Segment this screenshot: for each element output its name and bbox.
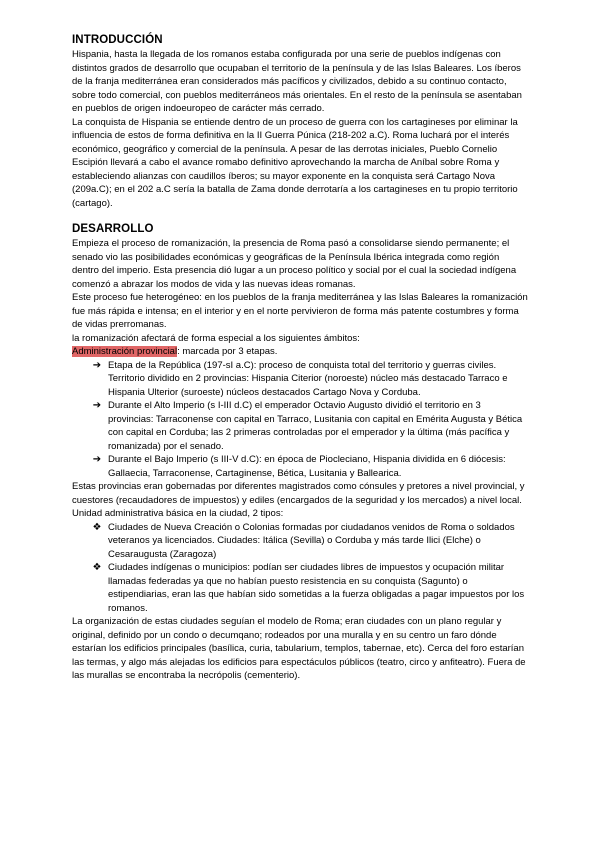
heading-introduccion: INTRODUCCIÓN <box>72 34 163 46</box>
highlighted-term: Administración provincial <box>72 346 178 357</box>
intro-paragraph-1: Hispania, hasta la llegada de los romanos estaba configurada por una serie de pueblos indígenas con distintos grados de desarrollo que ocupaban el territorio de la península y de las Islas Baleares. Los íberos de la franja mediterránea eran considerados más pacíficos y civilizados, debido a su continuo contacto, sobre todo comercial, con pueblos mediterráneos más orientales. En el resto de la península se asentaban en pueblos de origen indoeuropeo de carácter más cerrado. <box>72 49 522 114</box>
desarrollo-paragraph-2: Este proceso fue heterogéneo: en los pueblos de la franja mediterránea y las Islas Baleares la romanización fue más rápida e intensa; en el interior y en el norte pervivieron de forma más patente costumbres y forma de vidas prerromanas. <box>72 292 528 330</box>
arrow-bullet-icon: ➔ <box>92 359 102 371</box>
list-item-text: Ciudades de Nueva Creación o Colonias formadas por ciudadanos venidos de Roma o soldados veteranos ya licenciados. Ciudades: Itálica (Sevilla) o Corduba y más tarde Ilici (Elche) o Cesaraugusta (Zaragoza) <box>108 521 515 560</box>
list-item-text: Durante el Bajo Imperio (s III-V d.C): en época de Piocleciano, Hispania dividida en 6 diócesis: Gallaecia, Tarraconense, Cartaginense, Bética, Lusitania y Ballearica. <box>108 454 506 479</box>
list-item <box>92 521 528 562</box>
desarrollo-paragraph-1: Empieza el proceso de romanización, la presencia de Roma pasó a consolidarse siendo permanente; el senado vio las posibilidades económicas y geográficas de la Península Ibérica integrada como región dentro del imperio. Esta presencia dió lugar a un proceso político y social por el cual la sociedad indígena comenzó a abrazar los modos de vida y las nuevas ideas romanas. <box>72 238 517 290</box>
desarrollo-paragraph-3: la romanización afectará de forma especial a los siguientes ámbitos: <box>72 332 360 344</box>
etapas-list <box>72 359 528 481</box>
list-item <box>92 561 528 615</box>
list-item <box>92 359 528 400</box>
desarrollo-paragraph-4: Estas provincias eran gobernadas por diferentes magistrados como cónsules y pretores a nivel provincial, y cuestores (recaudadores de impuestos) y ediles (encargados de la seguridad y los mercados) a nivel local. <box>72 481 525 506</box>
ciudades-list <box>72 521 528 616</box>
desarrollo-paragraph-5: Unidad administrativa básica en la ciudad, 2 tipos: <box>72 508 284 519</box>
intro-paragraph-2: La conquista de Hispania se entiende dentro de un proceso de guerra con los cartagineses por eliminar la influencia de estos de forma definitiva en la II Guerra Púnica (218-202 a.C). Roma luchará por el interés económico, geográfico y comercial de la península. A pesar de las derrotas iniciales, Pueblo Cornelio Escipión llevará a cabo el avance romabo definitivo aprovechando la marcha de Aníbal sobre Roma y estableciendo alianzas con caudillos íberos; su mayor exponente en la conquista será Cartago Nova (209a.C); en el 202 a.C sería la batalla de Zama donde derrotaría a los cartagineses en tu propio territorio (cartago). <box>72 116 518 209</box>
heading-desarrollo: DESARROLLO <box>72 223 154 235</box>
desarrollo-paragraph-6: La organización de estas ciudades seguían el modelo de Roma; eran ciudades con un plano regular y original, definido por un condo o decumqano; rodeados por una muralla y en su centro un faro dónde estarían los edificios principales (basílica, curia, tabularium, templos, tabernae, etc). Cerca del foro estarían las termas, y algo más alejadas los edificios para espectáculos públicos (teatro, circo y anfiteatro). Fuera de las murallas se encontraba la necrópolis (cementerio). <box>72 616 526 681</box>
admin-provincial-line <box>72 345 528 359</box>
list-item <box>92 453 528 480</box>
section-gap <box>72 210 528 221</box>
diamond-bullet-icon: ❖ <box>92 521 102 533</box>
list-item-text: Ciudades indígenas o municipios: podían ser ciudades libres de impuestos y ocupación militar llamadas federadas ya que no habían puesto resistencia en su conquista (Sagunto) o estipendiarias, eran las que habían sido sometidas a la fuerza obligadas a pagar impuestos por los romanos. <box>108 562 525 614</box>
list-item-text: Etapa de la República (197-sI a.C): proceso de conquista total del territorio y guerras civiles. Territorio dividido en 2 provincias: Hispania Citerior (noroeste) núcleo más destacado Tarraco e Hispania Ulterior (suroeste) núcleos destacados Cartago Nova y Corduba. <box>108 359 508 398</box>
admin-provincial-rest: : marcada por 3 etapas. <box>177 346 278 357</box>
arrow-bullet-icon: ➔ <box>92 454 102 465</box>
arrow-bullet-icon: ➔ <box>92 400 102 411</box>
diamond-bullet-icon: ❖ <box>92 562 102 573</box>
list-item-text: Durante el Alto Imperio (s I-III d.C) el emperador Octavio Augusto dividió el territorio en 3 provincias: Tarraconense con capital en Tarraco, Lusitania con capital en Emérita Augusta y Bética con capital en Corduba; las 2 primeras controladas por el emperador y la última (más pacífica y romanizada) por el senado. <box>108 400 523 452</box>
list-item <box>92 399 528 453</box>
